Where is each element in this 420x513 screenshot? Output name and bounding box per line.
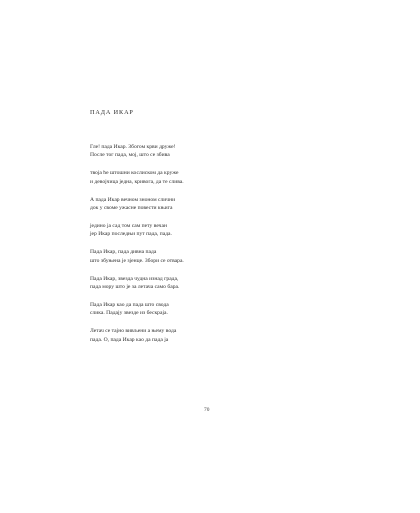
stanza-3 bbox=[90, 196, 290, 213]
stanza-7 bbox=[90, 301, 290, 318]
stanza-8 bbox=[90, 327, 290, 344]
stanza-1 bbox=[90, 143, 290, 160]
poem-line: После тог пада, мој, што се збива bbox=[90, 152, 170, 159]
stanza-6 bbox=[90, 275, 290, 292]
poem-line: Летач се тајно вивљени а њему вода bbox=[90, 328, 177, 335]
poem-line: док у своме ужасне повести књига bbox=[90, 205, 173, 212]
poem-line: пада. О, пада Икар као да пада ја bbox=[90, 336, 169, 343]
poem-line: јер Икар последњи пут пада, пада. bbox=[90, 231, 172, 238]
poem-line: и девојчица једна, кривога, да те слива. bbox=[90, 178, 184, 185]
poem-line: Пада Икар, пада дивна пада bbox=[90, 249, 157, 256]
page-number: 70 bbox=[204, 407, 210, 413]
poem-line: Гле! пада Икар. Збогом крви друже! bbox=[90, 144, 176, 150]
poem-line: пада мору што је за летача само бара. bbox=[90, 283, 180, 290]
poem-line: што збуњена је зјенце. Збори се отвара. bbox=[90, 257, 184, 264]
poem-title: ПАДА ИКАР bbox=[90, 109, 134, 116]
poem-line: Пада Икар као да пада што свода bbox=[90, 301, 169, 308]
stanza-2 bbox=[90, 169, 290, 186]
stanza-5 bbox=[90, 248, 290, 265]
poem-line: једино ја сад том сам пету вечан bbox=[90, 222, 167, 229]
poem-line: слика. Падају звезде из бескраја. bbox=[90, 310, 168, 317]
poem-line: Пада Икар, звезда чудна изнад града, bbox=[90, 275, 179, 282]
poem-line: А пада Икар вечном зноном слични bbox=[90, 196, 176, 203]
stanza-4 bbox=[90, 222, 290, 239]
poem-body bbox=[90, 143, 290, 354]
poem-line: твоја ће штошни кослиском да круже bbox=[90, 170, 179, 177]
